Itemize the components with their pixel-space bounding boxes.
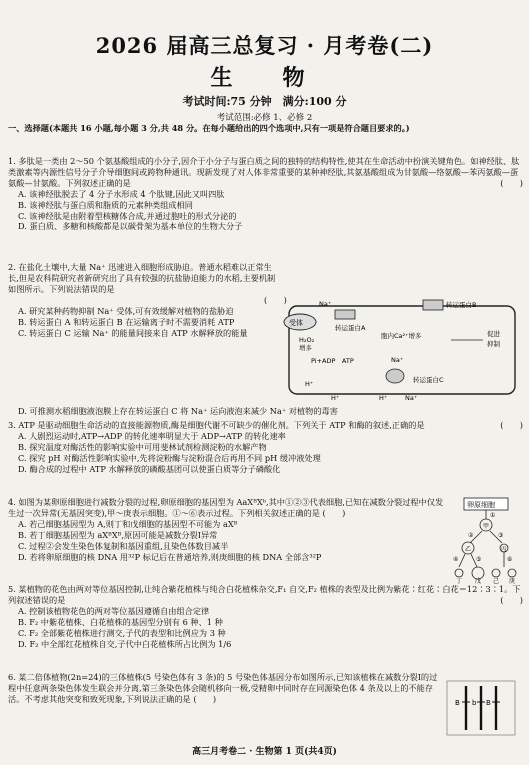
gene-label-b3: B: [486, 699, 491, 707]
exam-scope: 考试范围:必修 1、必修 2: [216, 113, 313, 123]
transporter-c-shape: [386, 369, 404, 383]
receptor-label: 受体: [289, 319, 303, 327]
answer-bracket: ( ): [500, 177, 523, 188]
inhibit-label: 抑制: [487, 340, 500, 348]
section-heading: 一、选择题(本题共 16 小题,每小题 3 分,共 48 分。在每小题给出的四个选项中,只有一项是符合题目要求的。): [8, 123, 410, 133]
question-2-stem: 2. 在盐化土壤中,大量 Na⁺ 迅速进入细胞形成胁迫。普通水稻难以正常生长,但是农科院研究者新研究出了具有较强的抗盐胁迫能力的水稻,主要机制如图所示。下列说法错误的是: [8, 262, 276, 294]
question-5: [8, 584, 523, 649]
transporter-c-label: 转运蛋白C: [413, 376, 444, 384]
transporter-b-shape: [423, 300, 443, 310]
cell-wu-label: 戊: [475, 578, 482, 585]
gene-label-b1: B: [455, 699, 460, 707]
cell-jia-label: 甲: [483, 523, 490, 530]
calcium-label: 胞内Ca²⁺增多: [381, 332, 422, 340]
option-c: C. 过程②会发生染色体复制和基因重组,且染色体数目减半: [18, 540, 229, 551]
option-b: B. 转运蛋白 A 和转运蛋白 B 在运输离子时不需要消耗 ATP: [18, 316, 235, 327]
cell-ding: [455, 569, 463, 577]
oocyte-label: 卵原细胞: [467, 501, 495, 509]
option-d: D. 酶合成的过程中 ATP 水解释放的磷酸基团可以使蛋白质等分子磷酸化: [18, 463, 281, 474]
option-a: A. 人剧烈运动时,ATP→ADP 的转化速率明显大于 ADP→ATP 的转化速率: [18, 430, 286, 441]
option-d: D. 蛋白质、多糖和核酸都是以碳骨架为基本单位的生物大分子: [18, 221, 243, 232]
step-4-label: ④: [453, 556, 459, 563]
option-c: C. 转运蛋白 C 运输 Na⁺ 的能量间接来自 ATP 水解释放的能量: [18, 327, 248, 338]
question-4: [8, 497, 448, 562]
cell-ji-label: 己: [493, 578, 500, 585]
answer-bracket: ( ): [322, 507, 346, 518]
answer-bracket: ( ): [500, 420, 523, 430]
option-b: B. 若丁细胞基因型为 aXᴮXᴮ,原因可能是减数分裂Ⅰ异常: [18, 529, 218, 540]
transporter-b-label: 转运蛋白B: [446, 301, 477, 309]
cell-geng: [508, 569, 516, 577]
exam-info: 考试时间:75 分钟 满分:100 分: [182, 95, 347, 108]
page-footer: 高三月考卷二 · 生物第 1 页(共4页): [192, 747, 337, 757]
cell-bing-label: 丙: [501, 547, 507, 553]
option-a: A. 控制该植物花色的两对等位基因遵循自由组合定律: [18, 605, 210, 616]
step-1-label: ①: [490, 512, 496, 519]
question-3: [8, 420, 523, 475]
option-d: D. 可推测水稻细胞液泡膜上存在转运蛋白 C 将 Na⁺ 运向液泡来减少 Na⁺ 对植物的毒害: [18, 406, 338, 416]
h-bottom-label: H⁺: [331, 394, 340, 402]
step-3-label: ③: [498, 532, 504, 539]
chromosome-figure: [446, 680, 516, 736]
step-2-label: ②: [468, 532, 474, 539]
question-2-option-d: [8, 406, 523, 417]
h2o2-increase-label: 增多: [299, 344, 312, 352]
question-2-options: [8, 306, 273, 339]
cell-geng-label: 庚: [509, 578, 516, 585]
option-b: B. F₂ 中紫花植株、白花植株的基因型分别有 6 种、1 种: [18, 616, 223, 627]
step-4-arrow: [459, 554, 465, 567]
cell-yi-label: 乙: [465, 546, 472, 553]
question-1: [8, 156, 523, 232]
na-in-label: Na⁺: [319, 300, 332, 308]
h2o2-label: H₂O₂: [299, 336, 315, 344]
answer-bracket: ( ): [193, 693, 217, 704]
question-6: [8, 672, 438, 705]
transport-figure: [283, 296, 523, 404]
atp-label: Pi+ADP ATP: [311, 357, 354, 365]
question-1-stem: 1. 多肽是一类由 2～50 个氨基酸组成的小分子,因介于小分子与蛋白质之间的独特的结构特性,使其在生命活动中扮演关键角色。如神经肽、肽类激素等内源性信号分子介导细胞间或跨物种通讯。现新发现了对人体非常重要的某种神经肽,其氨基酸组成为甘氨酸—络氨酸—苯丙氨酸—蛋氨酸—甘氨酸。下列叙述正确的是: [8, 156, 520, 188]
answer-bracket: ( ): [264, 295, 287, 305]
option-a: A. 研究某种药物抑制 Na⁺ 受体,可有效缓解对植物的盐胁迫: [18, 306, 234, 316]
na-right-label: Na⁺: [391, 356, 404, 364]
option-d: D. 若将卵原细胞的核 DNA 用³²P 标记后在普通培养,则庚细胞的核 DNA 全部含³²P: [18, 551, 322, 562]
transporter-a-shape: [335, 310, 355, 319]
cell-ding-label: 丁: [456, 578, 463, 585]
promote-label: 促进: [487, 330, 500, 338]
question-6-stem: 6. 某二倍体植物(2n=24)的三体植株(5 号染色体有 3 条)的 5 号染色体基因分布如图所示,已知该植株在减数分裂Ⅰ的过程中任意两条染色体发生联会并分离,第三条染色体会随机移向一极,受精卵中同时存在同源染色体 4 条及以上的不能存活。不考虑其他突变和致死现象,下列说法正确的是: [8, 672, 438, 704]
option-b: B. 该神经肽与蛋白质和脂质的元素种类组成相同: [18, 199, 193, 210]
answer-bracket: ( ): [500, 594, 523, 605]
cell-ji: [492, 569, 500, 577]
option-c: C. 探究 pH 对酶活性影响实验中,先将淀粉酶与淀粉混合后再用不同 pH 缓冲液处理: [18, 452, 321, 463]
step-5-label: ⑤: [476, 556, 482, 563]
option-b: B. 探究温度对酶活性的影响实验中可用斐林试剂检测淀粉的水解产物: [18, 441, 267, 452]
h-right-label: H⁺: [379, 394, 388, 402]
exam-title: 2026 届高三总复习 · 月考卷(二): [95, 33, 434, 58]
na-bottom-label: Na⁺: [405, 394, 418, 402]
question-2: [8, 262, 278, 295]
subject-title: 生 物: [210, 65, 319, 91]
option-a: A. 若己细胞基因型为 A,则丁和戊细胞的基因型不可能为 aXᴮ: [18, 518, 238, 529]
option-a: A. 该神经肽脱去了 4 分子水形成 4 个肽键,因此又叫四肽: [18, 188, 225, 199]
h-left-label: H⁺: [305, 380, 314, 388]
question-4-stem: 4. 如图为某卵原细胞进行减数分裂的过程,卵原细胞的基因型为 AaXᴮXᵇ,其中①②③代表细胞,已知在减数分裂过程中仅发生过一次异常(无基因突变),甲～庚表示细胞。①～⑥表示过程。下列相关叙述正确的是: [8, 497, 444, 518]
option-d: D. F₂ 中全部红花植株自交,子代中白花植株所占比例为 1/6: [18, 638, 232, 649]
transporter-a-label: 转运蛋白A: [335, 324, 366, 332]
question-5-stem: 5. 某植物的花色由两对等位基因控制,让纯合紫花植株与纯合白花植株杂交,F₁ 自交,F₂ 植株的表型及比例为紫花∶红花∶白花＝12∶3∶1。下列叙述错误的是: [8, 584, 521, 605]
step-6-label: ⑥: [507, 556, 513, 563]
question-3-stem: 3. ATP 是驱动细胞生命活动的直接能源物质,酶是细胞代谢不可缺少的催化剂。下列关于 ATP 和酶的叙述,正确的是: [8, 420, 425, 430]
gene-label-b2: b: [472, 699, 477, 707]
option-c: C. 该神经肽是由附着型核糖体合成,并通过胞吐的形式分泌的: [18, 210, 237, 221]
option-c: C. F₂ 全部紫花植株进行测交,子代的表型和比例应为 3 种: [18, 627, 226, 638]
meiosis-figure: [450, 497, 526, 585]
